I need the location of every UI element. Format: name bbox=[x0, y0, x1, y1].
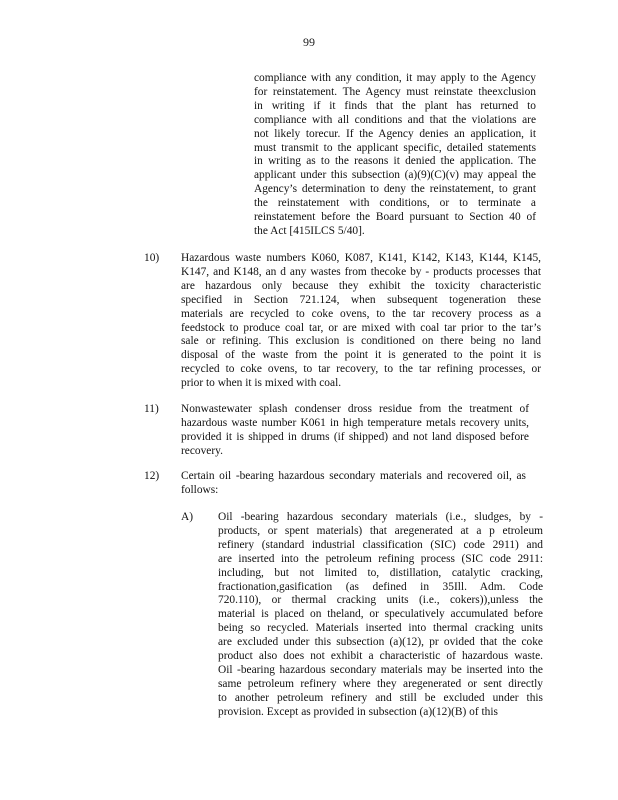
item-10-paragraph bbox=[181, 252, 541, 391]
text-line: refinery (standard industrial classification (SIC) code 2911) and bbox=[218, 538, 543, 551]
text-line: disposal of the waste from the point it is generated to the point it is bbox=[181, 349, 541, 362]
text-line: recovery. bbox=[181, 444, 223, 457]
text-line: in writing as to the reasons it denied the application. The bbox=[254, 155, 536, 168]
text-line: Nonwastewater splash condenser dross residue from the treatment of bbox=[181, 403, 529, 415]
text-line: specified in Section 721.124, when subsequent togeneration these bbox=[181, 293, 541, 306]
text-line: prior to when it is mixed with coal. bbox=[181, 377, 342, 390]
text-line: provided it is shipped in drums (if shipped) and not land disposed before bbox=[181, 430, 529, 443]
text-line: to another petroleum refinery and still be excluded under this bbox=[218, 691, 543, 704]
text-line: for reinstatement. The Agency must reinstate theexclusion bbox=[254, 85, 536, 98]
text-line: sale or refining. This exclusion is conditioned on there being no land bbox=[181, 335, 541, 348]
subitem-a-paragraph bbox=[218, 511, 543, 720]
text-line: being so recycled. Materials inserted into thermal cracking units bbox=[218, 622, 543, 635]
item-12-number: 12) bbox=[144, 470, 160, 482]
text-line: must transmit to the applicant specific, detailed statements bbox=[254, 141, 536, 154]
text-line: materials are recycled to coke ovens, to the tar recovery process as a bbox=[181, 307, 541, 320]
text-line: are inserted into the petroleum refining process (SIC code 2911: bbox=[218, 552, 543, 565]
item-11-paragraph bbox=[181, 403, 529, 459]
text-line: are excluded under this subsection (a)(12), pr ovided that the coke bbox=[218, 636, 543, 649]
page-number: 99 bbox=[303, 35, 315, 49]
text-line: reinstatement before the Board pursuant to Section 40 of bbox=[254, 211, 536, 224]
item-10-number: 10) bbox=[144, 252, 160, 264]
text-line: not likely torecur. If the Agency denies an application, it bbox=[254, 127, 536, 140]
text-line: feedstock to produce coal tar, or are mixed with coal tar prior to the tar’s bbox=[181, 321, 541, 334]
text-line: compliance with any condition, it may apply to the Agency bbox=[254, 72, 536, 84]
text-line: follows: bbox=[181, 483, 219, 496]
text-line: product also does not exhibit a characteristic of hazardous waste. bbox=[218, 650, 543, 663]
text-line: including, but not limited to, distillation, catalytic cracking, bbox=[218, 566, 543, 579]
subitem-a-number: A) bbox=[181, 511, 194, 523]
text-line: same petroleum refinery where they aregenerated or sent directly bbox=[218, 677, 543, 690]
text-line: applicant under this subsection (a)(9)(C)(v) may appeal the bbox=[254, 169, 536, 182]
text-line: compliance with all conditions and that the violations are bbox=[254, 113, 536, 126]
item-12-paragraph bbox=[181, 470, 526, 498]
text-line: material is placed on theland, or speculatively accumulated before bbox=[218, 608, 543, 621]
item-11-number: 11) bbox=[144, 403, 159, 415]
text-line: in writing if it finds that the plant has returned to bbox=[254, 99, 536, 112]
text-line: products, or spent materials) that aregenerated at a p etroleum bbox=[218, 524, 543, 537]
text-line: hazardous waste number K061 in high temperature metals recovery units, bbox=[181, 416, 529, 429]
text-line: the Act [415ILCS 5/40]. bbox=[254, 224, 365, 237]
text-line: K147, and K148, an d any wastes from thecoke by - products processes that bbox=[181, 265, 541, 278]
text-line: are hazardous only because they exhibit the toxicity characteristic bbox=[181, 279, 541, 292]
text-line: provision. Except as provided in subsection (a)(12)(B) of this bbox=[218, 705, 498, 718]
text-line: recycled to coke ovens, to tar recovery, to the tar refining processes, or bbox=[181, 363, 541, 376]
text-line: fractionation,gasification (as defined in 35Ill. Adm. Code bbox=[218, 580, 543, 593]
continued-paragraph bbox=[254, 72, 536, 239]
text-line: Oil -bearing hazardous secondary materials may be inserted into the bbox=[218, 663, 543, 676]
text-line: the reinstatement with conditions, or to terminate a bbox=[254, 197, 536, 210]
text-line: Agency’s determination to deny the reinstatement, to grant bbox=[254, 183, 536, 196]
text-line: Certain oil -bearing hazardous secondary materials and recovered oil, as bbox=[181, 470, 526, 482]
text-line: 720.110), or thermal cracking units (i.e., cokers)),unless the bbox=[218, 594, 543, 607]
text-line: Oil -bearing hazardous secondary materials (i.e., sludges, by - bbox=[218, 511, 543, 523]
text-line: Hazardous waste numbers K060, K087, K141, K142, K143, K144, K145, bbox=[181, 252, 541, 264]
